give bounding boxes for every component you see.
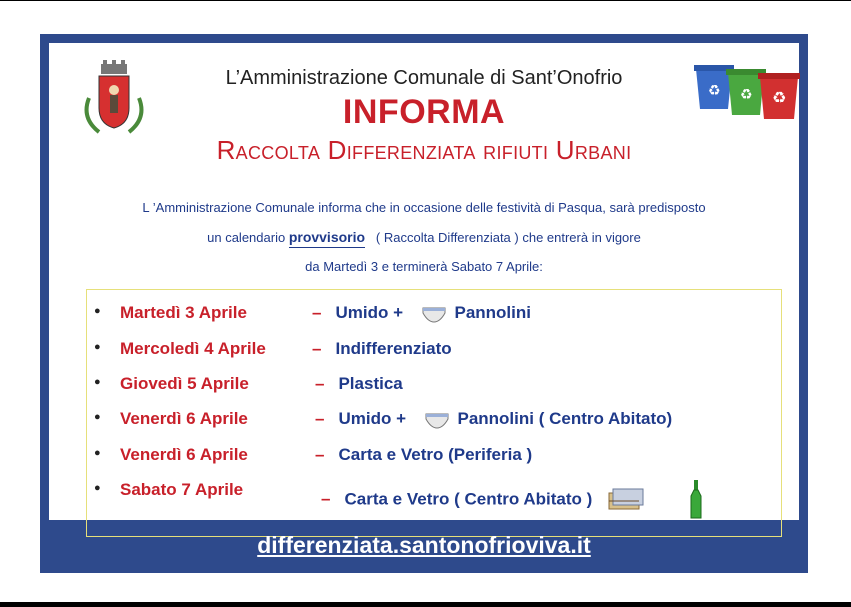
intro-line-2: [49, 229, 799, 245]
schedule-row: [87, 409, 783, 433]
bullet: ●: [94, 447, 101, 459]
dash: –: [312, 303, 322, 322]
diaper-icon: [422, 305, 446, 323]
website-url: differenziata.santonofrioviva.it: [257, 532, 591, 558]
schedule-day: Martedì 3 Aprile: [120, 303, 247, 322]
informa-title: INFORMA: [342, 93, 506, 131]
schedule-row: [87, 445, 783, 469]
schedule-extra: Pannolini ( Centro Abitato): [457, 409, 673, 428]
dash: –: [312, 339, 322, 358]
intro-line-1: L ’Amministrazione Comunale informa che in occasione delle festività di Pasqua, sarà predisposto: [142, 200, 706, 215]
svg-text:♻: ♻: [772, 88, 787, 107]
glass-bottle-icon: [688, 480, 704, 520]
bottom-rule: [0, 602, 851, 607]
schedule-row: [87, 303, 783, 327]
top-rule: [0, 0, 851, 1]
intro-line-3: da Martedì 3 e terminerà Sabato 7 Aprile:: [305, 259, 543, 274]
dash: –: [315, 374, 325, 393]
schedule-what: Plastica: [338, 374, 403, 393]
dash: –: [315, 445, 325, 464]
schedule-row: [87, 339, 783, 363]
schedule-what: Carta e Vetro (Periferia ): [338, 445, 533, 464]
diaper-icon: [425, 411, 449, 429]
flyer-panel: [49, 43, 799, 520]
schedule-day: Giovedì 5 Aprile: [120, 374, 249, 393]
schedule-item: [312, 303, 531, 323]
svg-text:♻: ♻: [740, 87, 753, 103]
schedule-item: [321, 480, 704, 520]
organization-name: L’Amministrazione Comunale di Sant’Onofrio: [225, 67, 623, 89]
provvisorio-word: provvisorio: [289, 229, 365, 248]
svg-text:♻: ♻: [708, 83, 721, 99]
schedule-what: Indifferenziato: [335, 339, 452, 358]
schedule-day: Venerdì 6 Aprile: [120, 409, 248, 428]
schedule-what: Umido +: [338, 409, 407, 428]
bullet: ●: [94, 411, 101, 423]
bullet: ●: [94, 305, 101, 317]
schedule-day: Venerdì 6 Aprile: [120, 445, 248, 464]
schedule-item: [315, 445, 532, 465]
flyer-subtitle: Raccolta Differenziata rifiuti Urbani: [216, 135, 632, 165]
schedule-extra: Pannolini: [454, 303, 531, 322]
bullet: ●: [94, 376, 101, 388]
schedule-what: Carta e Vetro ( Centro Abitato ): [344, 489, 593, 509]
schedule-row: [87, 480, 783, 509]
schedule-day: Sabato 7 Aprile: [120, 480, 244, 499]
dash: –: [321, 489, 331, 509]
schedule-item: [315, 374, 403, 394]
bullet: ●: [94, 341, 101, 353]
paper-bundle-icon: [607, 487, 647, 513]
intro-line-2-end: ( Raccolta Differenziata ) che entrerà in vigore: [375, 230, 641, 245]
schedule-row: [87, 374, 783, 398]
schedule-item: [312, 339, 452, 359]
dash: –: [315, 409, 325, 428]
schedule-what: Umido +: [335, 303, 404, 322]
intro-line-2-start: un calendario: [207, 230, 286, 245]
schedule-item: [315, 409, 672, 429]
schedule-box: [86, 289, 782, 537]
schedule-day: Mercoledì 4 Aprile: [120, 339, 266, 358]
bullet: ●: [94, 482, 101, 494]
flyer-frame: [40, 34, 808, 573]
